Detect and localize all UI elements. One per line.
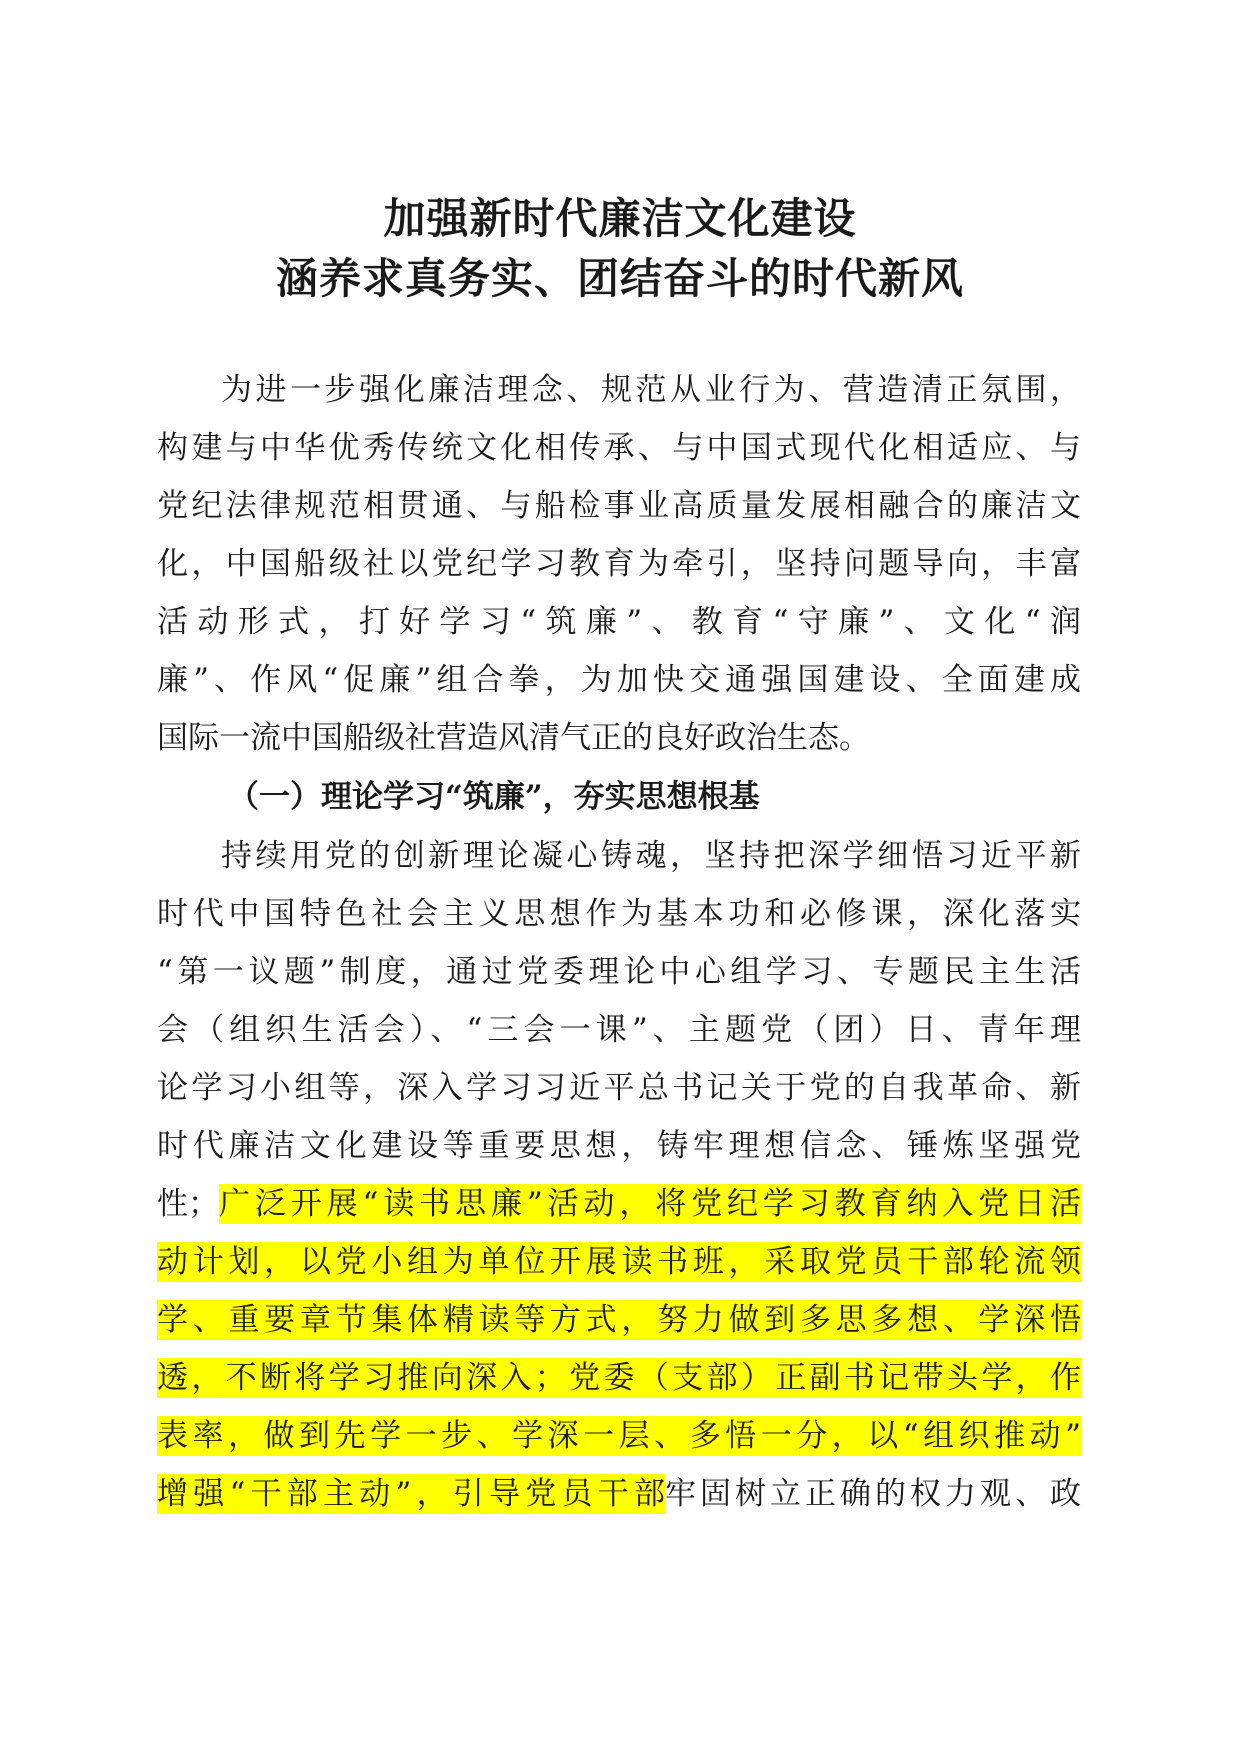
- paragraph-2-line-4: 会（组织生活会）、“三会一课”、主题党（团）日、青年理: [157, 1012, 1081, 1048]
- highlighted-line: 动计划，以党小组为单位开展读书班，采取党员干部轮流领: [157, 1244, 1081, 1280]
- paragraph-2-line-3: “第一议题”制度，通过党委理论中心组学习、专题民主生活: [157, 954, 1081, 990]
- paragraph-2-line-7: [157, 1184, 1081, 1224]
- paragraph-1-line-5: 活动形式，打好学习“筑廉”、教育“守廉”、文化“润: [157, 604, 1081, 640]
- line-7-plain-text: 性；: [157, 1186, 219, 1222]
- section-1-heading: （一）理论学习“筑廉”，夯实思想根基: [228, 779, 760, 815]
- paragraph-1-line-4: 化，中国船级社以党纪学习教育为牵引，坚持问题导向，丰富: [157, 546, 1081, 582]
- paragraph-1-line-1: 为进一步强化廉洁理念、规范从业行为、营造清正氛围，: [221, 372, 1081, 408]
- paragraph-2-line-1: 持续用党的创新理论凝心铸魂，坚持把深学细悟习近平新: [221, 838, 1081, 874]
- paragraph-1-line-2: 构建与中华优秀传统文化相传承、与中国式现代化相适应、与: [157, 430, 1081, 466]
- paragraph-2-line-5: 论学习小组等，深入学习习近平总书记关于党的自我革命、新: [157, 1070, 1081, 1106]
- document-title-line-2: 涵养求真务实、团结奋斗的时代新风: [275, 254, 964, 303]
- paragraph-1-line-3: 党纪法律规范相贯通、与船检事业高质量发展相融合的廉洁文: [157, 488, 1081, 524]
- paragraph-1-line-6: 廉”、作风“促廉”组合拳，为加快交通强国建设、全面建成: [157, 662, 1081, 698]
- document-title-line-1: 加强新时代廉洁文化建设: [383, 194, 857, 243]
- highlighted-line: 表率，做到先学一步、学深一层、多悟一分，以“组织推动”: [157, 1418, 1081, 1454]
- paragraph-1-line-7: 国际一流中国船级社营造风清气正的良好政治生态。: [157, 720, 870, 756]
- paragraph-2-line-12: [157, 1474, 1081, 1514]
- plain-text: 牢固树立正确的权力观、政: [665, 1476, 1081, 1512]
- paragraph-2-line-6: 时代廉洁文化建设等重要思想，铸牢理想信念、锤炼坚强党: [157, 1128, 1081, 1164]
- highlighted-line: 学、重要章节集体精读等方式，努力做到多思多想、学深悟: [157, 1302, 1081, 1338]
- paragraph-2-line-2: 时代中国特色社会主义思想作为基本功和必修课，深化落实: [157, 896, 1081, 932]
- highlighted-line: 透，不断将学习推向深入；党委（支部）正副书记带头学，作: [157, 1360, 1081, 1396]
- highlighted-text: 增强“干部主动”，引导党员干部: [157, 1476, 665, 1512]
- highlighted-text: 广泛开展“读书思廉”活动，将党纪学习教育纳入党日活: [219, 1186, 1081, 1222]
